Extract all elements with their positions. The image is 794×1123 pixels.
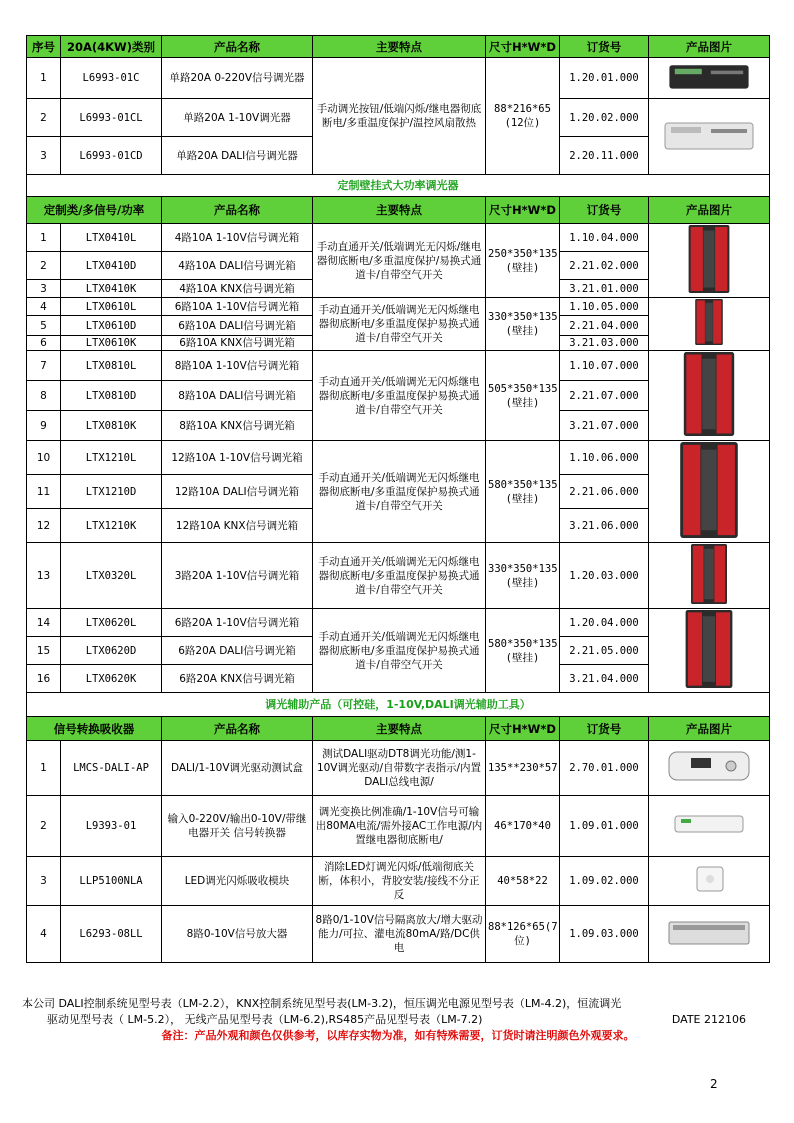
table-row	[27, 796, 770, 857]
row-number: 6	[27, 336, 61, 351]
order-number: 1.10.04.000	[560, 224, 649, 252]
size-cell: 250*350*135 (壁挂)	[486, 224, 560, 298]
size-cell: 505*350*135 (壁挂)	[486, 351, 560, 441]
row-number: 3	[27, 280, 61, 298]
image-cell	[649, 441, 770, 543]
order-number: 3.21.07.000	[560, 411, 649, 441]
model-cell: LTX0620K	[61, 665, 162, 693]
row-number: 4	[27, 298, 61, 316]
model-cell: LTX1210K	[61, 509, 162, 543]
column-header: 信号转换吸收器	[27, 717, 162, 741]
order-number: 1.10.05.000	[560, 298, 649, 316]
product-table	[26, 35, 770, 963]
column-header: 订货号	[560, 197, 649, 224]
product-name: 3路20A 1-10V信号调光箱	[162, 543, 313, 609]
product-name: 6路20A DALI信号调光箱	[162, 637, 313, 665]
model-cell: LTX0410L	[61, 224, 162, 252]
features-cell: 消除LED灯调光闪烁/低端彻底关断，体积小，背胶安装/接线不分正反	[313, 857, 486, 906]
model-cell: LTX1210L	[61, 441, 162, 475]
size-cell: 46*170*40	[486, 796, 560, 857]
row-number: 13	[27, 543, 61, 609]
features-cell: 手动直通开关/低端调光无闪烁继电器彻底断电/多重温度保护易换式通道卡/自带空气开关	[313, 609, 486, 693]
page-number: 2	[710, 1077, 718, 1091]
table-row	[27, 693, 770, 717]
footer-line-2-text: 驱动见型号表（ LM-5.2）， 无线产品见型号表（LM-6.2),RS485产品见型号表（LM-7.2)	[47, 1013, 483, 1026]
product-name: 单路20A DALI信号调光器	[162, 137, 313, 175]
footer-line-1: 本公司 DALI控制系统见型号表（LM-2.2），KNX控制系统见型号表(LM-3.2)，恒压调光电源见型号表（LM-4.2)，恒流调光	[22, 997, 622, 1010]
size-cell: 88*216*65 (12位)	[486, 58, 560, 175]
column-header: 20A(4KW)类别	[61, 36, 162, 58]
product-name: 8路10A DALI信号调光箱	[162, 381, 313, 411]
model-cell: LTX0610L	[61, 298, 162, 316]
row-number: 1	[27, 224, 61, 252]
image-cell	[649, 224, 770, 298]
column-header: 产品名称	[162, 36, 313, 58]
row-number: 1	[27, 741, 61, 796]
model-cell: LTX0410D	[61, 252, 162, 280]
features-cell: 8路0/1-10V信号隔离放大/增大驱动能力/可拉、灌电流80mA/路/DC供电	[313, 906, 486, 963]
model-cell: LTX0810L	[61, 351, 162, 381]
product-name: 输入0-220V/输出0-10V/带继电器开关 信号转换器	[162, 796, 313, 857]
image-cell	[649, 351, 770, 441]
size-cell: 135**230*57	[486, 741, 560, 796]
table-row	[27, 298, 770, 316]
product-name: 6路10A DALI信号调光箱	[162, 316, 313, 336]
row-number: 3	[27, 137, 61, 175]
order-number: 1.20.03.000	[560, 543, 649, 609]
product-image	[661, 857, 757, 901]
column-header: 主要特点	[313, 36, 486, 58]
table-row	[27, 906, 770, 963]
image-cell	[649, 58, 770, 99]
footer-date: DATE 212106	[671, 1013, 746, 1026]
model-cell: L6993-01CD	[61, 137, 162, 175]
footer-line-2	[22, 1012, 774, 1028]
product-name: 6路20A 1-10V信号调光箱	[162, 609, 313, 637]
product-name: 单路20A 1-10V调光器	[162, 99, 313, 137]
product-image	[661, 906, 757, 958]
order-number: 1.09.03.000	[560, 906, 649, 963]
size-cell: 580*350*135 (壁挂)	[486, 441, 560, 543]
features-cell: 手动直通开关/低端调光无闪烁/继电器彻底断电/多重温度保护/易换式通道卡/自带空气开关	[313, 224, 486, 298]
product-image	[661, 796, 757, 852]
table-row	[27, 741, 770, 796]
column-header: 订货号	[560, 36, 649, 58]
model-cell: LTX0610K	[61, 336, 162, 351]
image-cell	[649, 796, 770, 857]
product-image	[669, 544, 749, 604]
model-cell: L6993-01CL	[61, 99, 162, 137]
model-cell: LTX1210D	[61, 475, 162, 509]
table-row	[27, 717, 770, 741]
product-image	[669, 299, 749, 345]
product-image	[661, 741, 757, 791]
product-name: 8路0-10V信号放大器	[162, 906, 313, 963]
product-name: 4路10A DALI信号调光箱	[162, 252, 313, 280]
row-number: 16	[27, 665, 61, 693]
size-cell: 330*350*135 (壁挂)	[486, 543, 560, 609]
table-row	[27, 36, 770, 58]
size-cell: 88*126*65(7位)	[486, 906, 560, 963]
row-number: 15	[27, 637, 61, 665]
order-number: 2.21.06.000	[560, 475, 649, 509]
order-number: 1.09.02.000	[560, 857, 649, 906]
row-number: 5	[27, 316, 61, 336]
features-cell: 调光变换比例准确/1-10V信号可输出80MA电流/需外接AC工作电源/内置继电器彻底断电/	[313, 796, 486, 857]
order-number: 2.70.01.000	[560, 741, 649, 796]
order-number: 3.21.03.000	[560, 336, 649, 351]
row-number: 1	[27, 58, 61, 99]
order-number: 2.21.05.000	[560, 637, 649, 665]
table-row	[27, 609, 770, 637]
features-cell: 手动直通开关/低端调光无闪烁继电器彻底断电/多重温度保护易换式通道卡/自带空气开关	[313, 298, 486, 351]
product-image	[669, 352, 749, 436]
size-cell: 40*58*22	[486, 857, 560, 906]
image-cell	[649, 906, 770, 963]
table-row	[27, 224, 770, 252]
row-number: 2	[27, 252, 61, 280]
features-cell: 手动直通开关/低端调光无闪烁继电器彻底断电/多重温度保护易换式通道卡/自带空气开关	[313, 441, 486, 543]
size-cell: 580*350*135 (壁挂)	[486, 609, 560, 693]
product-name: 8路10A KNX信号调光箱	[162, 411, 313, 441]
order-number: 2.21.07.000	[560, 381, 649, 411]
table-row	[27, 543, 770, 609]
model-cell: L9393-01	[61, 796, 162, 857]
product-name: DALI/1-10V调光驱动测试盒	[162, 741, 313, 796]
table-row	[27, 197, 770, 224]
product-name: 6路10A 1-10V信号调光箱	[162, 298, 313, 316]
model-cell: L6993-01C	[61, 58, 162, 99]
row-number: 12	[27, 509, 61, 543]
column-header: 产品图片	[649, 197, 770, 224]
product-image	[661, 100, 757, 170]
features-cell: 手动直通开关/低端调光无闪烁继电器彻底断电/多重温度保护易换式通道卡/自带空气开关	[313, 351, 486, 441]
order-number: 1.20.04.000	[560, 609, 649, 637]
row-number: 8	[27, 381, 61, 411]
image-cell	[649, 543, 770, 609]
model-cell: LTX0620D	[61, 637, 162, 665]
product-image	[661, 58, 757, 94]
column-header: 产品图片	[649, 36, 770, 58]
model-cell: LMCS-DALI-AP	[61, 741, 162, 796]
order-number: 1.10.07.000	[560, 351, 649, 381]
image-cell	[649, 298, 770, 351]
row-number: 7	[27, 351, 61, 381]
product-name: 单路20A 0-220V信号调光器	[162, 58, 313, 99]
product-name: LED调光闪烁吸收模块	[162, 857, 313, 906]
order-number: 2.21.04.000	[560, 316, 649, 336]
table-row	[27, 351, 770, 381]
features-cell: 手动调光按钮/低端闪烁/继电器彻底断电/多重温度保护/温控风扇散热	[313, 58, 486, 175]
order-number: 2.20.11.000	[560, 137, 649, 175]
order-number: 2.21.02.000	[560, 252, 649, 280]
column-header: 尺寸H*W*D	[486, 36, 560, 58]
image-cell	[649, 609, 770, 693]
row-number: 9	[27, 411, 61, 441]
model-cell: LTX0620L	[61, 609, 162, 637]
footer	[22, 996, 774, 1044]
column-header: 产品图片	[649, 717, 770, 741]
features-cell: 测试DALI驱动DT8调光功能/测1-10V调光驱动/自带数字表指示/内置DALI总线电源/	[313, 741, 486, 796]
features-cell: 手动直通开关/低端调光无闪烁继电器彻底断电/多重温度保护易换式通道卡/自带空气开关	[313, 543, 486, 609]
image-cell	[649, 99, 770, 175]
row-number: 10	[27, 441, 61, 475]
product-name: 6路10A KNX信号调光箱	[162, 336, 313, 351]
product-name: 4路10A KNX信号调光箱	[162, 280, 313, 298]
footer-note: 备注：产品外观和颜色仅供参考，以库存实物为准，如有特殊需要，订货时请注明颜色外观要求。	[161, 1029, 635, 1042]
section-title: 定制壁挂式大功率调光器	[27, 175, 770, 197]
table-row	[27, 441, 770, 475]
product-image	[669, 225, 749, 293]
size-cell: 330*350*135 (壁挂)	[486, 298, 560, 351]
column-header: 尺寸H*W*D	[486, 197, 560, 224]
column-header: 主要特点	[313, 717, 486, 741]
column-header: 序号	[27, 36, 61, 58]
product-name: 6路20A KNX信号调光箱	[162, 665, 313, 693]
table-row	[27, 58, 770, 99]
row-number: 2	[27, 99, 61, 137]
image-cell	[649, 741, 770, 796]
column-header: 订货号	[560, 717, 649, 741]
table-row	[27, 175, 770, 197]
product-name: 12路10A 1-10V信号调光箱	[162, 441, 313, 475]
product-image	[669, 610, 749, 688]
row-number: 2	[27, 796, 61, 857]
order-number: 1.09.01.000	[560, 796, 649, 857]
order-number: 3.21.01.000	[560, 280, 649, 298]
product-image	[669, 442, 749, 538]
order-number: 1.20.01.000	[560, 58, 649, 99]
product-name: 8路10A 1-10V信号调光箱	[162, 351, 313, 381]
order-number: 3.21.06.000	[560, 509, 649, 543]
model-cell: LTX0610D	[61, 316, 162, 336]
product-name: 12路10A KNX信号调光箱	[162, 509, 313, 543]
column-header: 产品名称	[162, 717, 313, 741]
column-header: 尺寸H*W*D	[486, 717, 560, 741]
model-cell: LTX0810K	[61, 411, 162, 441]
order-number: 1.20.02.000	[560, 99, 649, 137]
row-number: 3	[27, 857, 61, 906]
column-header: 定制类/多信号/功率	[27, 197, 162, 224]
row-number: 14	[27, 609, 61, 637]
product-name: 4路10A 1-10V信号调光箱	[162, 224, 313, 252]
order-number: 3.21.04.000	[560, 665, 649, 693]
model-cell: L6293-08LL	[61, 906, 162, 963]
column-header: 主要特点	[313, 197, 486, 224]
model-cell: LTX0320L	[61, 543, 162, 609]
section-title: 调光辅助产品（可控硅，1-10V,DALI调光辅助工具）	[27, 693, 770, 717]
product-name: 12路10A DALI信号调光箱	[162, 475, 313, 509]
model-cell: LTX0810D	[61, 381, 162, 411]
row-number: 11	[27, 475, 61, 509]
order-number: 1.10.06.000	[560, 441, 649, 475]
model-cell: LTX0410K	[61, 280, 162, 298]
table-row	[27, 857, 770, 906]
column-header: 产品名称	[162, 197, 313, 224]
image-cell	[649, 857, 770, 906]
model-cell: LLP5100NLA	[61, 857, 162, 906]
row-number: 4	[27, 906, 61, 963]
